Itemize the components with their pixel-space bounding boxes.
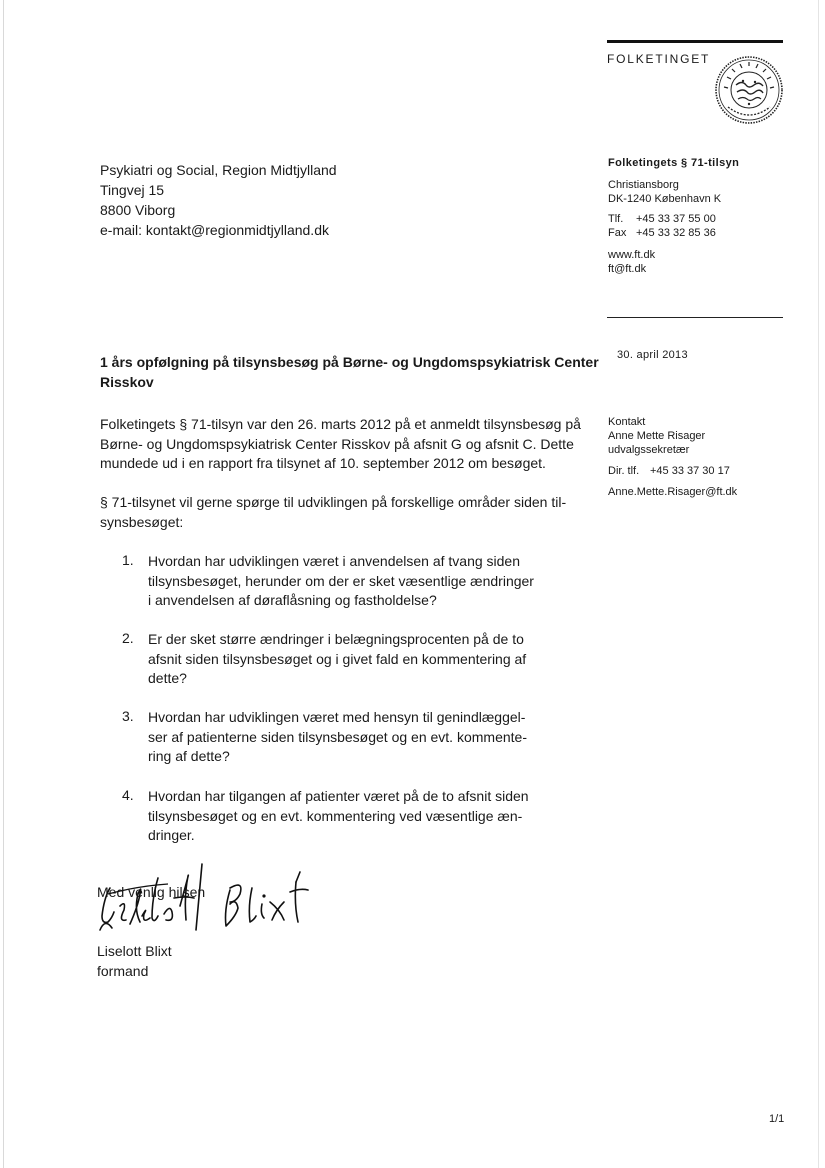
letterhead-rule [607, 40, 783, 43]
contact-label: Kontakt [608, 416, 646, 428]
paragraph-line: § 71-tilsynet vil gerne spørge til udviklingen på forskellige områder siden til- [100, 494, 567, 510]
letterhead-name: FOLKETINGET [607, 52, 711, 66]
fax-label: Fax [608, 227, 627, 239]
question-line: Hvordan har tilgangen af patienter været på de to afsnit siden [148, 788, 529, 804]
question-line: ser af patienterne siden tilsynsbesøget og en evt. kommente- [148, 728, 527, 745]
recipient-city: 8800 Viborg [100, 202, 176, 218]
subject-line: 1 års opfølgning på tilsynsbesøg på Børne- og Ungdomspsykiatrisk Center [100, 354, 599, 370]
signer-title: formand [97, 963, 149, 979]
folketinget-seal-icon [714, 55, 784, 125]
sender-address [608, 178, 721, 206]
question-text [148, 630, 526, 689]
letter-date: 30. april 2013 [617, 349, 688, 361]
sender-email: ft@ft.dk [608, 263, 647, 275]
recipient-address [100, 160, 337, 240]
question-text [148, 787, 529, 846]
question-number: 3. [122, 708, 134, 724]
phone-label: Tlf. [608, 213, 624, 225]
question-line: dette? [148, 670, 187, 686]
paragraph-line: Folketingets § 71-tilsyn var den 26. marts 2012 på et anmeldt tilsynsbesøg på [100, 416, 581, 432]
sender-address-line: Christiansborg [608, 179, 679, 191]
closing-greeting: Med venlig hilsen [97, 884, 206, 900]
paragraph-line: Børne- og Ungdomspsykiatrisk Center Risskov på afsnit G og afsnit C. Dette [100, 435, 574, 452]
question-line: tilsynsbesøget og en evt. kommentering ved væsentlige æn- [148, 807, 523, 824]
contact-phone: +45 33 37 30 17 [650, 465, 730, 477]
question-number: 2. [122, 630, 134, 646]
sender-office: Folketingets § 71-tilsyn [608, 157, 740, 169]
question-line: tilsynsbesøget, herunder om der er sket væsentlige ændringer [148, 572, 534, 589]
recipient-organization: Psykiatri og Social, Region Midtjylland [100, 162, 337, 178]
question-line: Hvordan har udviklingen været med hensyn til genindlæggel- [148, 709, 526, 725]
sender-website: www.ft.dk [608, 249, 656, 261]
scan-edge-right [818, 0, 819, 1168]
sender-online [608, 248, 655, 276]
question-line: i anvendelsen af døraflåsning og fastholdelse? [148, 592, 437, 608]
contact-email: Anne.Mette.Risager@ft.dk [608, 486, 738, 498]
question-text [148, 552, 534, 611]
paragraph-line: mundede ud i en rapport fra tilsynet af 10. september 2012 om besøget. [100, 455, 546, 471]
question-line: ring af dette? [148, 748, 230, 764]
question-number: 4. [122, 787, 134, 803]
question-text [148, 708, 527, 767]
body-paragraph-2 [100, 493, 600, 532]
subject-line: Risskov [100, 374, 154, 390]
question-line: dringer. [148, 827, 195, 843]
contact-name: Anne Mette Risager [608, 430, 706, 442]
letter-subject [100, 352, 600, 392]
page-number: 1/1 [769, 1113, 785, 1125]
scan-edge-left [3, 0, 4, 1168]
sender-address-line: DK-1240 København K [608, 193, 722, 205]
sender-phones [608, 212, 716, 240]
contact-title: udvalgssekretær [608, 444, 690, 456]
recipient-email: e-mail: kontakt@regionmidtjylland.dk [100, 222, 329, 238]
sidebar-rule [607, 317, 783, 318]
body-paragraph-1 [100, 415, 600, 474]
question-number: 1. [122, 552, 134, 568]
question-line: Er der sket større ændringer i belægningsprocenten på de to [148, 631, 524, 647]
question-line: afsnit siden tilsynsbesøget og i givet fald en kommentering af [148, 650, 527, 667]
paragraph-line: synsbesøget: [100, 513, 184, 530]
handwritten-signature [90, 858, 330, 948]
recipient-street: Tingvej 15 [100, 182, 165, 198]
fax-number: +45 33 32 85 36 [636, 227, 716, 239]
signer-name: Liselott Blixt [97, 943, 172, 959]
phone-number: +45 33 37 55 00 [636, 213, 716, 225]
question-line: Hvordan har udviklingen været i anvendelsen af tvang siden [148, 553, 521, 569]
contact-phone-label: Dir. tlf. [608, 465, 640, 477]
signer-block [97, 941, 172, 981]
contact-block [608, 415, 737, 499]
